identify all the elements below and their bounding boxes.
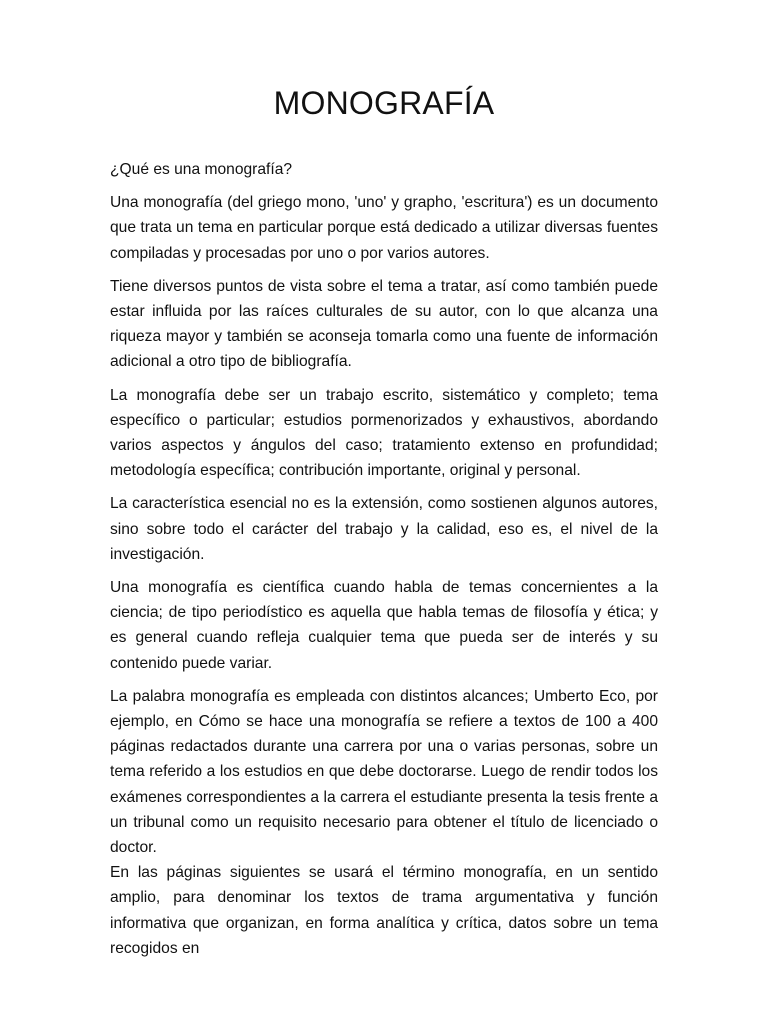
paragraph-requirements: La monografía debe ser un trabajo escrito, sistemático y completo; tema específico o particular; estudios pormenorizados y exhaustivos, abordando varios aspectos y ángulos del caso; tratamiento extenso en profundidad; metodología específica; contribución importante, original y personal. <box>110 386 658 480</box>
document-title: MONOGRAFÍA <box>273 85 495 121</box>
paragraph-usage: En las páginas siguientes se usará el término monografía, en un sentido amplio, para denominar los textos de trama argumentativa y función informativa que organizan, en forma analítica y crítica, datos sobre un tema recogidos en <box>110 864 658 957</box>
document-body <box>110 157 658 961</box>
section-question: ¿Qué es una monografía? <box>110 161 293 178</box>
paragraph-types: Una monografía es científica cuando habla de temas concernientes a la ciencia; de tipo periodístico es aquella que habla temas de filosofía y ética; y es general cuando refleja cualquier tema que pueda ser de interés y su contenido puede variar. <box>110 579 658 672</box>
paragraph-characteristic: La característica esencial no es la extensión, como sostienen algunos autores, sino sobre todo el carácter del trabajo y la calidad, eso es, el nivel de la investigación. <box>110 495 658 563</box>
paragraph-points-of-view: Tiene diversos puntos de vista sobre el tema a tratar, así como también puede estar influida por las raíces culturales de su autor, con lo que alcanza una riqueza mayor y también se aconseja tomarla como una fuente de información adicional a otro tipo de bibliografía. <box>110 277 658 371</box>
paragraph-definition: Una monografía (del griego mono, 'uno' y grapho, 'escritura') es un documento que trata un tema en particular porque está dedicado a utilizar diversas fuentes compiladas y procesadas por uno o por varios autores. <box>110 194 658 262</box>
paragraph-umberto-eco: La palabra monografía es empleada con distintos alcances; Umberto Eco, por ejemplo, en Cómo se hace una monografía se refiere a textos de 100 a 400 páginas redactados durante una carrera por una o varias personas, sobre un tema referido a los estudios en que debe doctorarse. Luego de rendir todos los exámenes correspondientes a la carrera el estudiante presenta la tesis frente a un tribunal como un requisito necesario para obtener el título de licenciado o doctor. <box>110 687 658 857</box>
